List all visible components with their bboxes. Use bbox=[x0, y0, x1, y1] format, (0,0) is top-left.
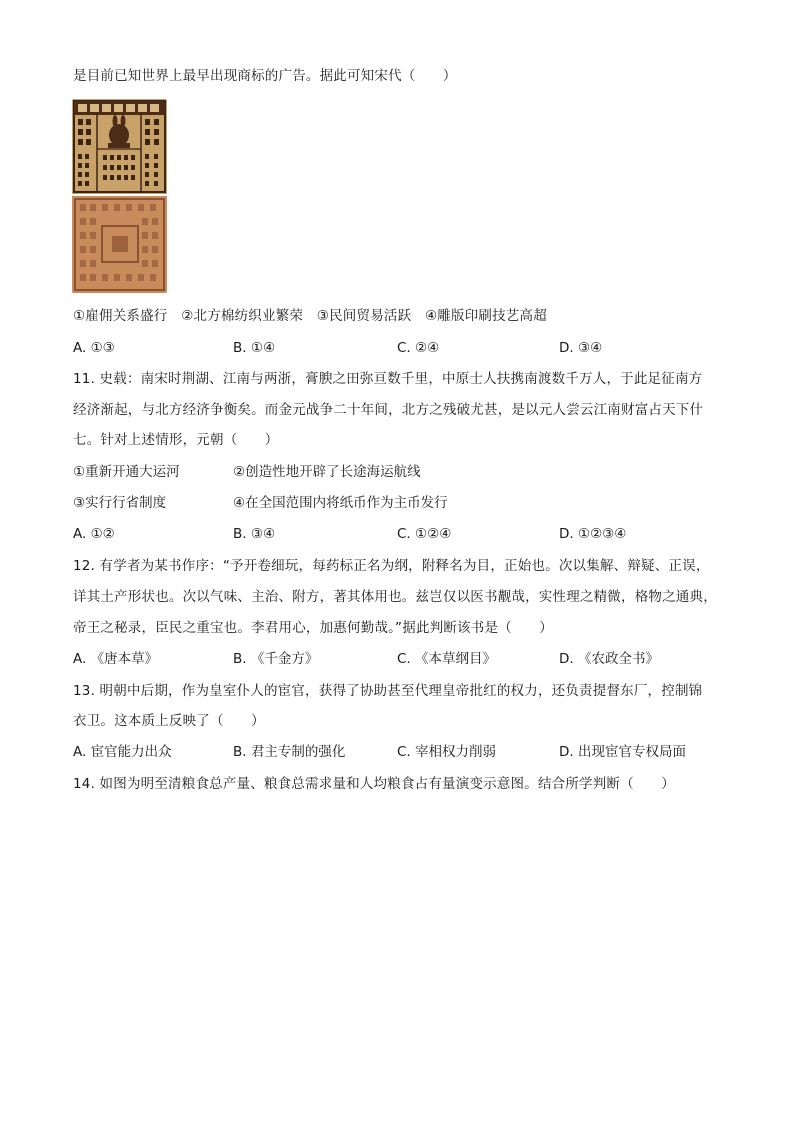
song-dynasty-advertisement-image bbox=[72, 99, 167, 293]
q10-statements: ①雇佣关系盛行 ②北方棉纺织业繁荣 ③民间贸易活跃 ④雕版印刷技艺高超 bbox=[73, 308, 547, 324]
q11-statement-3: ③实行行省制度 bbox=[73, 495, 167, 511]
q12-options bbox=[73, 649, 733, 669]
q12-stem-line-1: 12. 有学者为某书作序：“予开卷细玩，每药标正名为纲，附释名为目，正始也。次以集解、辩疑、正误， bbox=[73, 558, 710, 574]
bronze-printing-plate bbox=[72, 196, 167, 293]
q13-stem-line-1: 13. 明朝中后期，作为皇室仆人的宦官，获得了协助甚至代理皇帝批红的权力，还负责提督东厂，控制锦 bbox=[73, 683, 703, 699]
q10-option-d[interactable]: D. ③④ bbox=[559, 340, 603, 356]
q13-option-d[interactable]: D. 出现宦官专权局面 bbox=[559, 744, 686, 760]
q11-option-d[interactable]: D. ①②③④ bbox=[559, 526, 627, 542]
q13-stem-line-2: 衣卫。这本质上反映了（ ） bbox=[73, 713, 265, 729]
printed-advertisement-sheet bbox=[72, 99, 167, 194]
q10-options bbox=[73, 338, 733, 358]
q12-stem-line-2: 详其土产形状也。次以气味、主治、附方，著其体用也。兹岂仅以医书觏哉，实性理之精微，格物之通典， bbox=[73, 589, 717, 605]
q10-option-a[interactable]: A. ①③ bbox=[73, 340, 115, 356]
q12-option-a[interactable]: A. 《唐本草》 bbox=[73, 651, 159, 667]
q11-option-b[interactable]: B. ③④ bbox=[233, 526, 276, 542]
q12-stem-line-3: 帝王之秘录，臣民之重宝也。李君用心，加惠何勤哉。”据此判断该书是（ ） bbox=[73, 620, 553, 636]
q11-option-c[interactable]: C. ①②④ bbox=[397, 526, 452, 542]
q11-statement-1: ①重新开通大运河 bbox=[73, 464, 180, 480]
q11-stem-line-2: 经济渐起，与北方经济争衡矣。而金元战争二十年间，北方之残破尤甚，是以元人尝云江南财富占天下什 bbox=[73, 402, 704, 418]
q12-option-c[interactable]: C. 《本草纲目》 bbox=[397, 651, 497, 667]
q13-option-a[interactable]: A. 宦官能力出众 bbox=[73, 744, 172, 760]
q10-option-b[interactable]: B. ①④ bbox=[233, 340, 276, 356]
q11-statement-4: ④在全国范围内将纸币作为主币发行 bbox=[233, 495, 448, 511]
q12-option-b[interactable]: B. 《千金方》 bbox=[233, 651, 319, 667]
q13-option-b[interactable]: B. 君主专制的强化 bbox=[233, 744, 346, 760]
q11-stem-line-1: 11. 史载：南宋时荆湖、江南与两浙，膏腴之田弥亘数千里，中原士人扶携南渡数千万人，于此足征南方 bbox=[73, 371, 703, 387]
q11-options bbox=[73, 524, 733, 544]
q10-option-c[interactable]: C. ②④ bbox=[397, 340, 440, 356]
q11-statement-2: ②创造性地开辟了长途海运航线 bbox=[233, 464, 421, 480]
q10-stem-tail: 是目前已知世界上最早出现商标的广告。据此可知宋代（ ） bbox=[73, 68, 457, 84]
q11-stem-line-3: 七。针对上述情形，元朝（ ） bbox=[73, 432, 279, 448]
q14-stem: 14. 如图为明至清粮食总产量、粮食总需求量和人均粮食占有量演变示意图。结合所学判断（ ） bbox=[73, 776, 675, 792]
q11-statements-row-2 bbox=[73, 493, 733, 513]
q12-option-d[interactable]: D. 《农政全书》 bbox=[559, 651, 659, 667]
q11-statements-row-1 bbox=[73, 462, 733, 482]
q13-options bbox=[73, 742, 733, 762]
q13-option-c[interactable]: C. 宰相权力削弱 bbox=[397, 744, 497, 760]
q11-option-a[interactable]: A. ①② bbox=[73, 526, 115, 542]
